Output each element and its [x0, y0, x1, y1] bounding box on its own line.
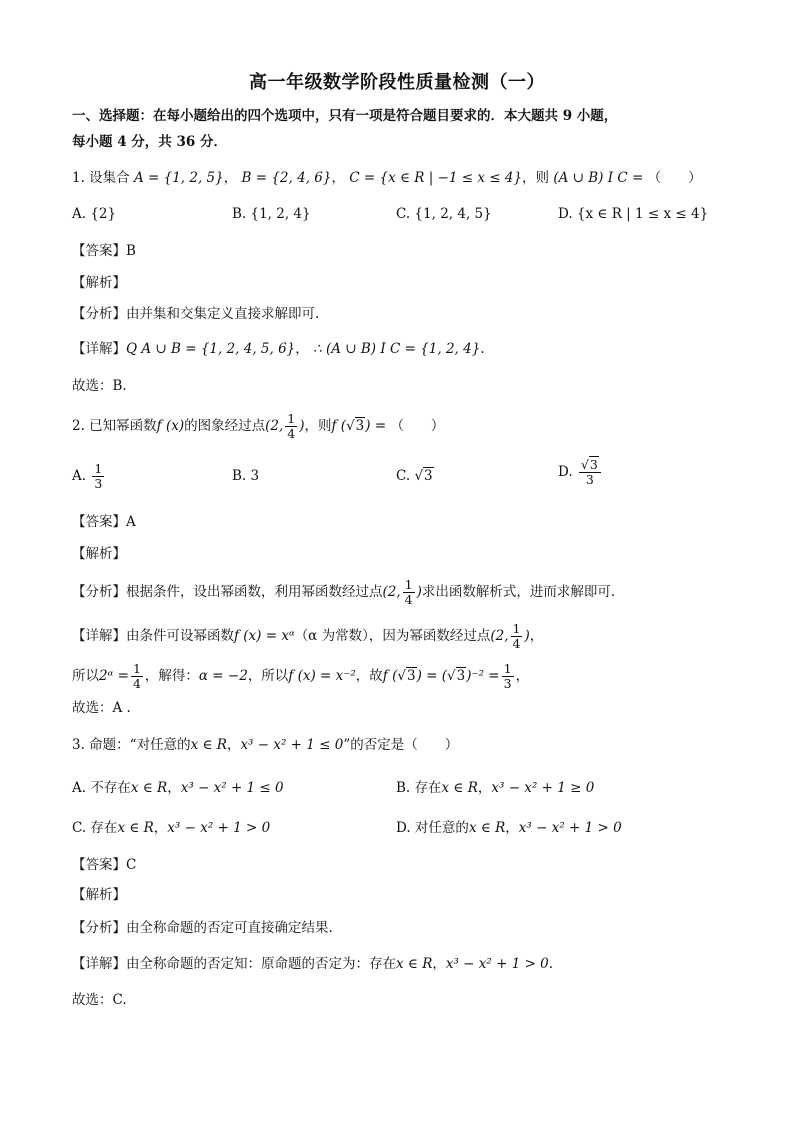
q2-stem: 2. 已知幂函数f (x)的图象经过点(2, $\frac{1}{4}$ )，则f (√3) = （ ）: [72, 411, 445, 441]
q3-option-d: D. 对任意的x ∈ R，x³ − x² + 1 > 0: [396, 820, 622, 836]
q1-conclusion: 故选：B.: [72, 378, 127, 394]
q3-conclusion: 故选：C.: [72, 992, 127, 1008]
q2-option-b: B. 3: [232, 468, 260, 484]
q1-detail: 【详解】Q A ∪ B = {1, 2, 4, 5, 6}， ∴ (A ∪ B) I C = {1, 2, 4}.: [72, 341, 485, 357]
q3-stem: 3. 命题：“对任意的x ∈ R，x³ − x² + 1 ≤ 0”的否定是（ ）: [72, 737, 459, 753]
q2-fenxi: 【分析】根据条件，设出幂函数，利用幂函数经过点(2, $\frac{1}{4}$ )求出函数解析式，进而求解即可.: [72, 577, 616, 607]
q2-sqrt-3: √3: [346, 418, 365, 434]
q3-option-c: C. 存在x ∈ R，x³ − x² + 1 > 0: [72, 820, 271, 836]
q1-answer-paren: （ ）: [647, 170, 702, 186]
q1-option-d: D. {x ∈ R | 1 ≤ x ≤ 4}: [558, 206, 709, 222]
q3-option-a: A. 不存在x ∈ R，x³ − x² + 1 ≤ 0: [72, 780, 284, 796]
q1-analysis-label: 【解析】: [72, 275, 126, 291]
q2-fraction-one-quarter: $\frac{1}{4}$: [287, 411, 296, 441]
q2-conclusion: 故选：A .: [72, 700, 131, 716]
section-header-line2: 每小题 4 分，共 36 分．: [72, 134, 227, 150]
q3-detail: 【详解】由全称命题的否定知：原命题的否定为：存在x ∈ R，x³ − x² + 1 > 0.: [72, 956, 554, 972]
q1-fenxi: 【分析】由并集和交集定义直接求解即可.: [72, 306, 320, 322]
q1-option-c: C. {1, 2, 4, 5}: [396, 206, 492, 222]
q3-answer: 【答案】C: [72, 857, 137, 873]
page-title: 高一年级数学阶段性质量检测（一）: [249, 72, 545, 93]
q3-fenxi: 【分析】由全称命题的否定可直接确定结果.: [72, 920, 333, 936]
q3-option-b: B. 存在x ∈ R，x³ − x² + 1 ≥ 0: [396, 780, 595, 796]
section-header-line1: 一、选择题：在每小题给出的四个选项中，只有一项是符合题目要求的．本大题共 9 小题，: [72, 108, 618, 124]
q1-set-b: B = {2, 4, 6}: [241, 170, 332, 186]
q2-analysis-label: 【解析】: [72, 546, 126, 562]
q1-option-b: B. {1, 2, 4}: [232, 206, 311, 222]
q2-option-a: A. $\frac{1}{3}$: [72, 461, 103, 491]
q1-option-a: A. {2}: [72, 206, 117, 222]
q3-analysis-label: 【解析】: [72, 887, 126, 903]
q2-detail-line2: 所以2ᵅ = $\frac{1}{4}$ ，解得：α = −2，所以f (x) = x⁻²，故f (√3) = (√3)⁻² = $\frac{1}{3}$ ，: [72, 661, 530, 691]
q1-stem: 1. 设集合 A = {1, 2, 5}， B = {2, 4, 6}， C = {x ∈ R | −1 ≤ x ≤ 4}，则 (A ∪ B) I C = （ ）: [72, 170, 702, 186]
q2-detail: 【详解】由条件可设幂函数f (x) = xᵅ（α 为常数），因为幂函数经过点(2, $\frac{1}{4}$ )，: [72, 621, 544, 651]
q2-answer: 【答案】A: [72, 514, 136, 530]
q1-set-a: A = {1, 2, 5}: [133, 170, 224, 186]
q1-expression: (A ∪ B) I C =: [553, 170, 644, 186]
q2-option-d: D. $\frac{√3}{3}$: [558, 458, 603, 487]
q1-answer: 【答案】B: [72, 243, 136, 259]
q1-set-c: C = {x ∈ R | −1 ≤ x ≤ 4}: [349, 170, 523, 186]
q2-option-c: C. √3: [396, 468, 433, 484]
